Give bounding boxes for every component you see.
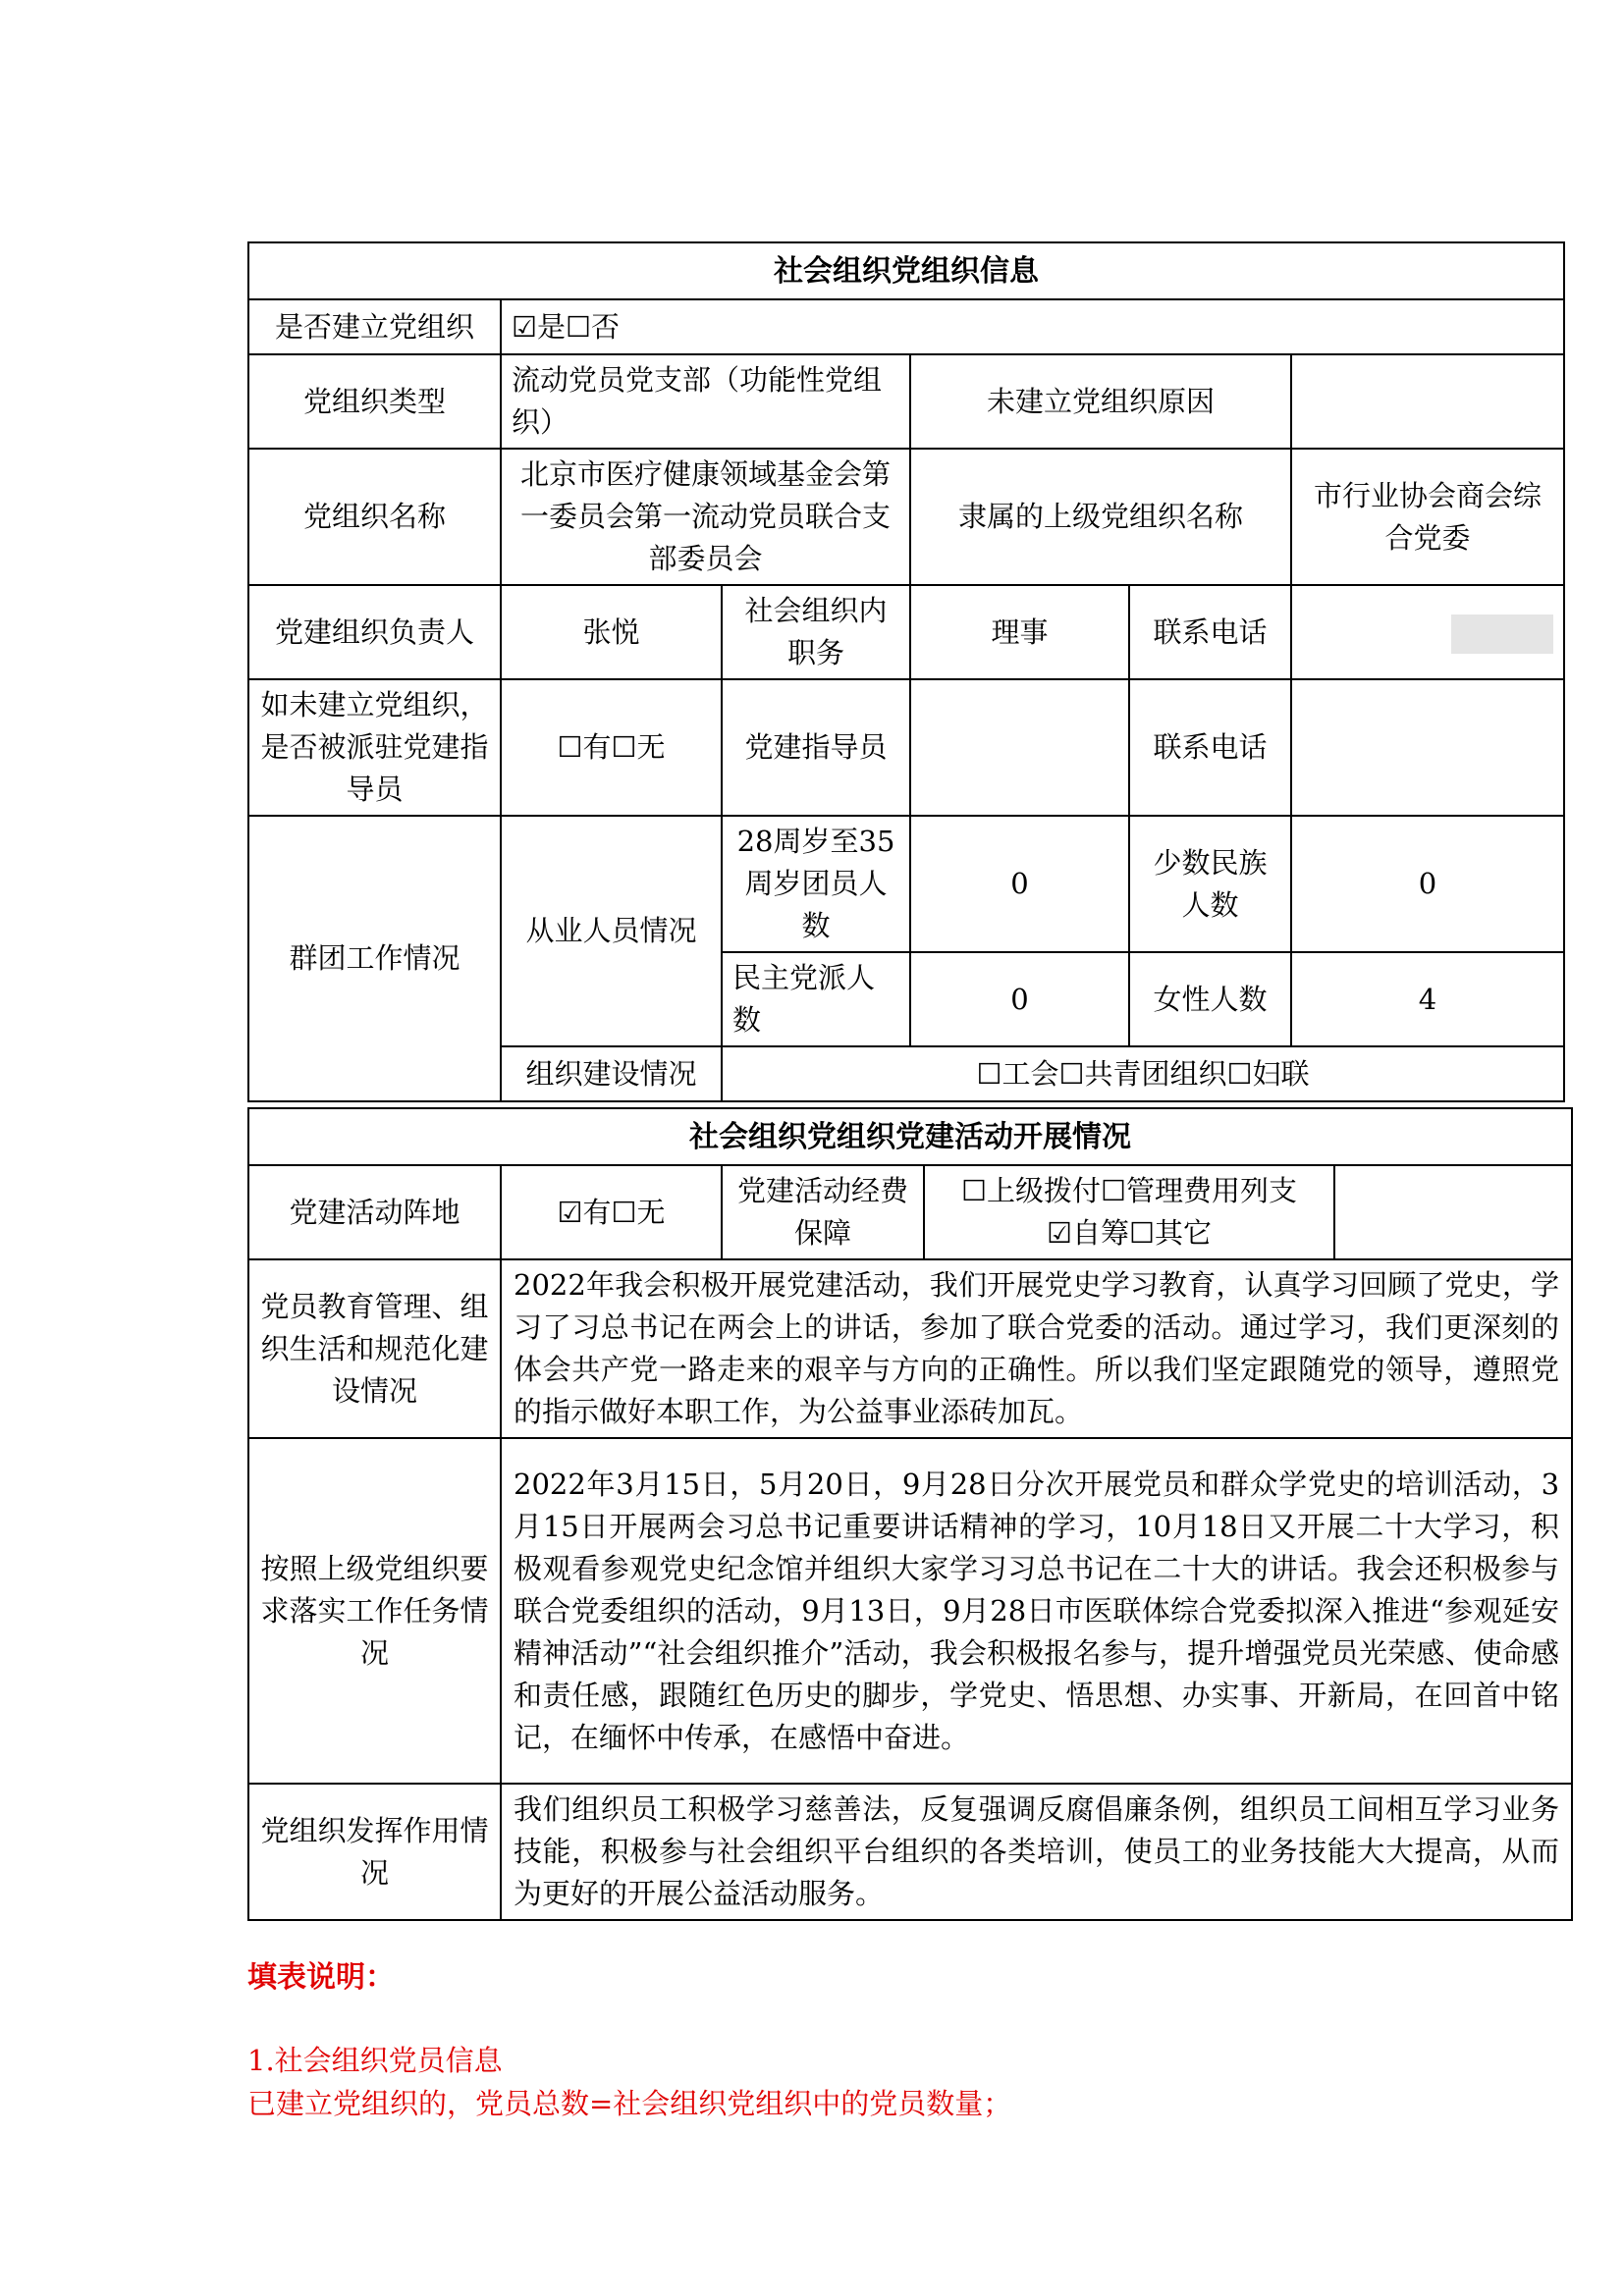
dispatch-label: 如未建立党组织，是否被派驻党建指导员 <box>248 679 501 816</box>
minority-value: 0 <box>1291 816 1564 952</box>
dispatch-value: ☐有☐无 <box>501 679 722 816</box>
table2-title: 社会组织党组织党建活动开展情况 <box>248 1108 1572 1165</box>
notes-title: 填表说明： <box>247 1960 395 1995</box>
funding-empty-cell <box>1334 1165 1572 1259</box>
role-text: 我们组织员工积极学习慈善法，反复强调反腐倡廉条例，组织员工间相互学习业务技能，积极参与社会组织平台组织的各类培训，使员工的业务技能大大提高，从而为更好的开展公益活动服务。 <box>501 1784 1572 1920</box>
redacted-phone <box>1451 614 1553 654</box>
leader-label: 党建组织负责人 <box>248 585 501 679</box>
democratic-label: 民主党派人数 <box>722 952 910 1046</box>
established-label: 是否建立党组织 <box>248 299 501 354</box>
democratic-value: 0 <box>910 952 1129 1046</box>
venue-value: ☑有☐无 <box>501 1165 722 1259</box>
position-label: 社会组织内职务 <box>722 585 910 679</box>
notes-line-1: 1.社会组织党员信息 <box>247 2044 503 2077</box>
party-activity-table <box>247 1107 1573 1921</box>
tasks-text: 2022年3月15日，5月20日，9月28日分次开展党员和群众学党史的培训活动，3月15日开展两会习总书记重要讲话精神的学习，10月18日又开展二十大学习，积极观看参观党史纪念馆并组织大家学习习总书记在二十大的讲话。我会还积极参与联合党委组织的活动，9月13日，9月28日市医联体综合党委拟深入推进“参观延安精神活动”“社会组织推介”活动，我会积极报名参与，提升增强党员光荣感、使命感和责任感，跟随红色历史的脚步，学党史、悟思想、办实事、开新局，在回首中铭记，在缅怀中传承，在感悟中奋进。 <box>501 1438 1572 1784</box>
superior-org-value: 市行业协会商会综合党委 <box>1291 449 1564 585</box>
female-label: 女性人数 <box>1129 952 1291 1046</box>
mass-work-label: 群团工作情况 <box>248 816 501 1101</box>
funding-line-1: ☐上级拨付☐管理费用列支 <box>961 1174 1297 1207</box>
instructor-value <box>910 679 1129 816</box>
funding-label: 党建活动经费保障 <box>722 1165 924 1259</box>
leader-value: 张悦 <box>501 585 722 679</box>
employees-label: 从业人员情况 <box>501 816 722 1046</box>
org-name-label: 党组织名称 <box>248 449 501 585</box>
tasks-label: 按照上级党组织要求落实工作任务情况 <box>248 1438 501 1784</box>
phone-value <box>1291 585 1564 679</box>
party-org-info-table <box>247 241 1565 1102</box>
established-value: ☑是☐否 <box>501 299 1564 354</box>
not-established-reason-label: 未建立党组织原因 <box>910 354 1291 449</box>
education-text: 2022年我会积极开展党建活动，我们开展党史学习教育，认真学习回顾了党史，学习了习总书记在两会上的讲话，参加了联合党委的活动。通过学习，我们更深刻的体会共产党一路走来的艰辛与方向的正确性。所以我们坚定跟随党的领导，遵照党的指示做好本职工作，为公益事业添砖加瓦。 <box>501 1259 1572 1438</box>
funding-line-2: ☑自筹☐其它 <box>1047 1216 1212 1250</box>
youth-value: 0 <box>910 816 1129 952</box>
org-building-value: ☐工会☐共青团组织☐妇联 <box>722 1046 1564 1101</box>
superior-org-label: 隶属的上级党组织名称 <box>910 449 1291 585</box>
table1-title: 社会组织党组织信息 <box>248 242 1564 299</box>
female-value: 4 <box>1291 952 1564 1046</box>
education-label: 党员教育管理、组织生活和规范化建设情况 <box>248 1259 501 1438</box>
org-type-value: 流动党员党支部（功能性党组织） <box>501 354 910 449</box>
phone2-value <box>1291 679 1564 816</box>
instructor-label: 党建指导员 <box>722 679 910 816</box>
org-type-label: 党组织类型 <box>248 354 501 449</box>
position-value: 理事 <box>910 585 1129 679</box>
phone-label: 联系电话 <box>1129 585 1291 679</box>
minority-label: 少数民族人数 <box>1129 816 1291 952</box>
notes-line-2: 已建立党组织的，党员总数=社会组织党组织中的党员数量； <box>247 2087 1012 2120</box>
not-established-reason-value <box>1291 354 1564 449</box>
phone2-label: 联系电话 <box>1129 679 1291 816</box>
venue-label: 党建活动阵地 <box>248 1165 501 1259</box>
funding-value <box>924 1165 1334 1259</box>
youth-label: 28周岁至35周岁团员人数 <box>722 816 910 952</box>
role-label: 党组织发挥作用情况 <box>248 1784 501 1920</box>
org-building-label: 组织建设情况 <box>501 1046 722 1101</box>
org-name-value: 北京市医疗健康领域基金会第一委员会第一流动党员联合支部委员会 <box>501 449 910 585</box>
